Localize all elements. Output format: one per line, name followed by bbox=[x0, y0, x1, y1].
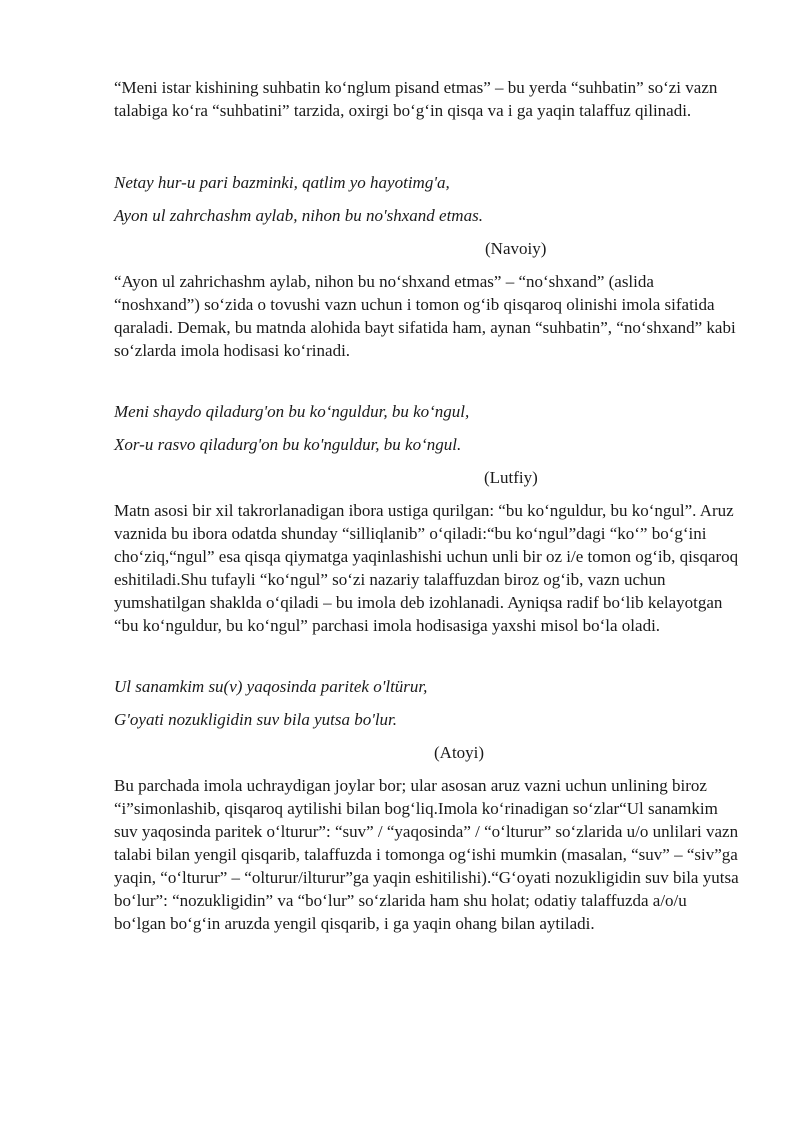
author-3: (Atoyi) bbox=[434, 743, 485, 762]
author-2: (Lutfiy) bbox=[484, 468, 538, 487]
paragraph-1: “Meni istar kishining suhbatin ko‘nglum pisand etmas” – bu yerda “suhbatin” so‘zi vazn talabiga ko‘ra “suhbatini” tarzida, oxirgi bo‘g‘in qisqa va i ga yaqin talaffuz qilinadi. bbox=[114, 78, 718, 120]
verse-1-line-2: Ayon ul zahrchashm aylab, nihon bu no'shxand etmas. bbox=[114, 206, 483, 225]
verse-2-line-1: Meni shaydo qiladurg'on bu ko‘nguldur, bu ko‘ngul, bbox=[114, 402, 470, 421]
verse-1-line-1: Netay hur-u pari bazminki, qatlim yo hayotimg'a, bbox=[114, 173, 450, 192]
verse-3-line-1: Ul sanamkim su(v) yaqosinda paritek o'ltürur, bbox=[114, 677, 428, 696]
paragraph-3: Matn asosi bir xil takrorlanadigan ibora ustiga qurilgan: “bu ko‘nguldur, bu ko‘ngul”. Aruz vaznida bu ibora odatda shunday “silliqlanib” o‘qiladi:“bu ko‘ngul”dagi “ko‘” bo‘g‘ini cho‘ziq,“ngul” esa qisqa qiymatga yaqinlashishi uchun unli bir oz i/e tomon og‘ib, qisqaroq eshitiladi.Shu tufayli “ko‘ngul” so‘zi nazariy talaffuzdan biroz og‘ib, vazn uchun yumshatilgan shaklda o‘qiladi – bu imola deb izohlanadi. Ayniqsa radif bo‘lib kelayotgan “bu ko‘nguldur, bu ko‘ngul” parchasi imola hodisasiga yaxshi misol bo‘la oladi. bbox=[114, 501, 739, 635]
paragraph-4: Bu parchada imola uchraydigan joylar bor; ular asosan aruz vazni uchun unlining biroz “i”simonlashib, qisqaroq aytilishi bilan bog‘liq.Imola ko‘rinadigan so‘zlar“Ul sanamkim suv yaqosinda paritek o‘lturur”: “suv” / “yaqosinda” / “o‘lturur” so‘zlarida u/o unlilari vazn talabi bilan yengil qisqarib, talaffuzda i tomonga og‘ishi mumkin (masalan, “suv” – “siv”ga yaqin, “o‘lturur” – “olturur/ilturur”ga yaqin eshitilishi).“G‘oyati nozukligidin suv bila yutsa bo‘lur”: “nozukligidin” va “bo‘lur” so‘zlarida ham shu holat; odatiy talaffuzda a/o/u bo‘lgan bo‘g‘in aruzda yengil qisqarib, i ga yaqin ohang bilan aytiladi. bbox=[114, 776, 739, 933]
document-page bbox=[114, 76, 742, 935]
verse-2-line-2: Xor-u rasvo qiladurg'on bu ko'nguldur, bu ko‘ngul. bbox=[114, 435, 462, 454]
verse-3-line-2: G'oyati nozukligidin suv bila yutsa bo'lur. bbox=[114, 710, 398, 729]
author-1: (Navoiy) bbox=[485, 239, 547, 258]
paragraph-2: “Ayon ul zahrichashm aylab, nihon bu no‘shxand etmas” – “no‘shxand” (aslida “noshxand”) so‘zida o tovushi vazn uchun i tomon og‘ib qisqaroq olinishi imola sifatida qaraladi. Demak, bu matnda alohida bayt sifatida ham, aynan “suhbatin”, “no‘shxand” kabi so‘zlarda imola hodisasi ko‘rinadi. bbox=[114, 272, 736, 360]
